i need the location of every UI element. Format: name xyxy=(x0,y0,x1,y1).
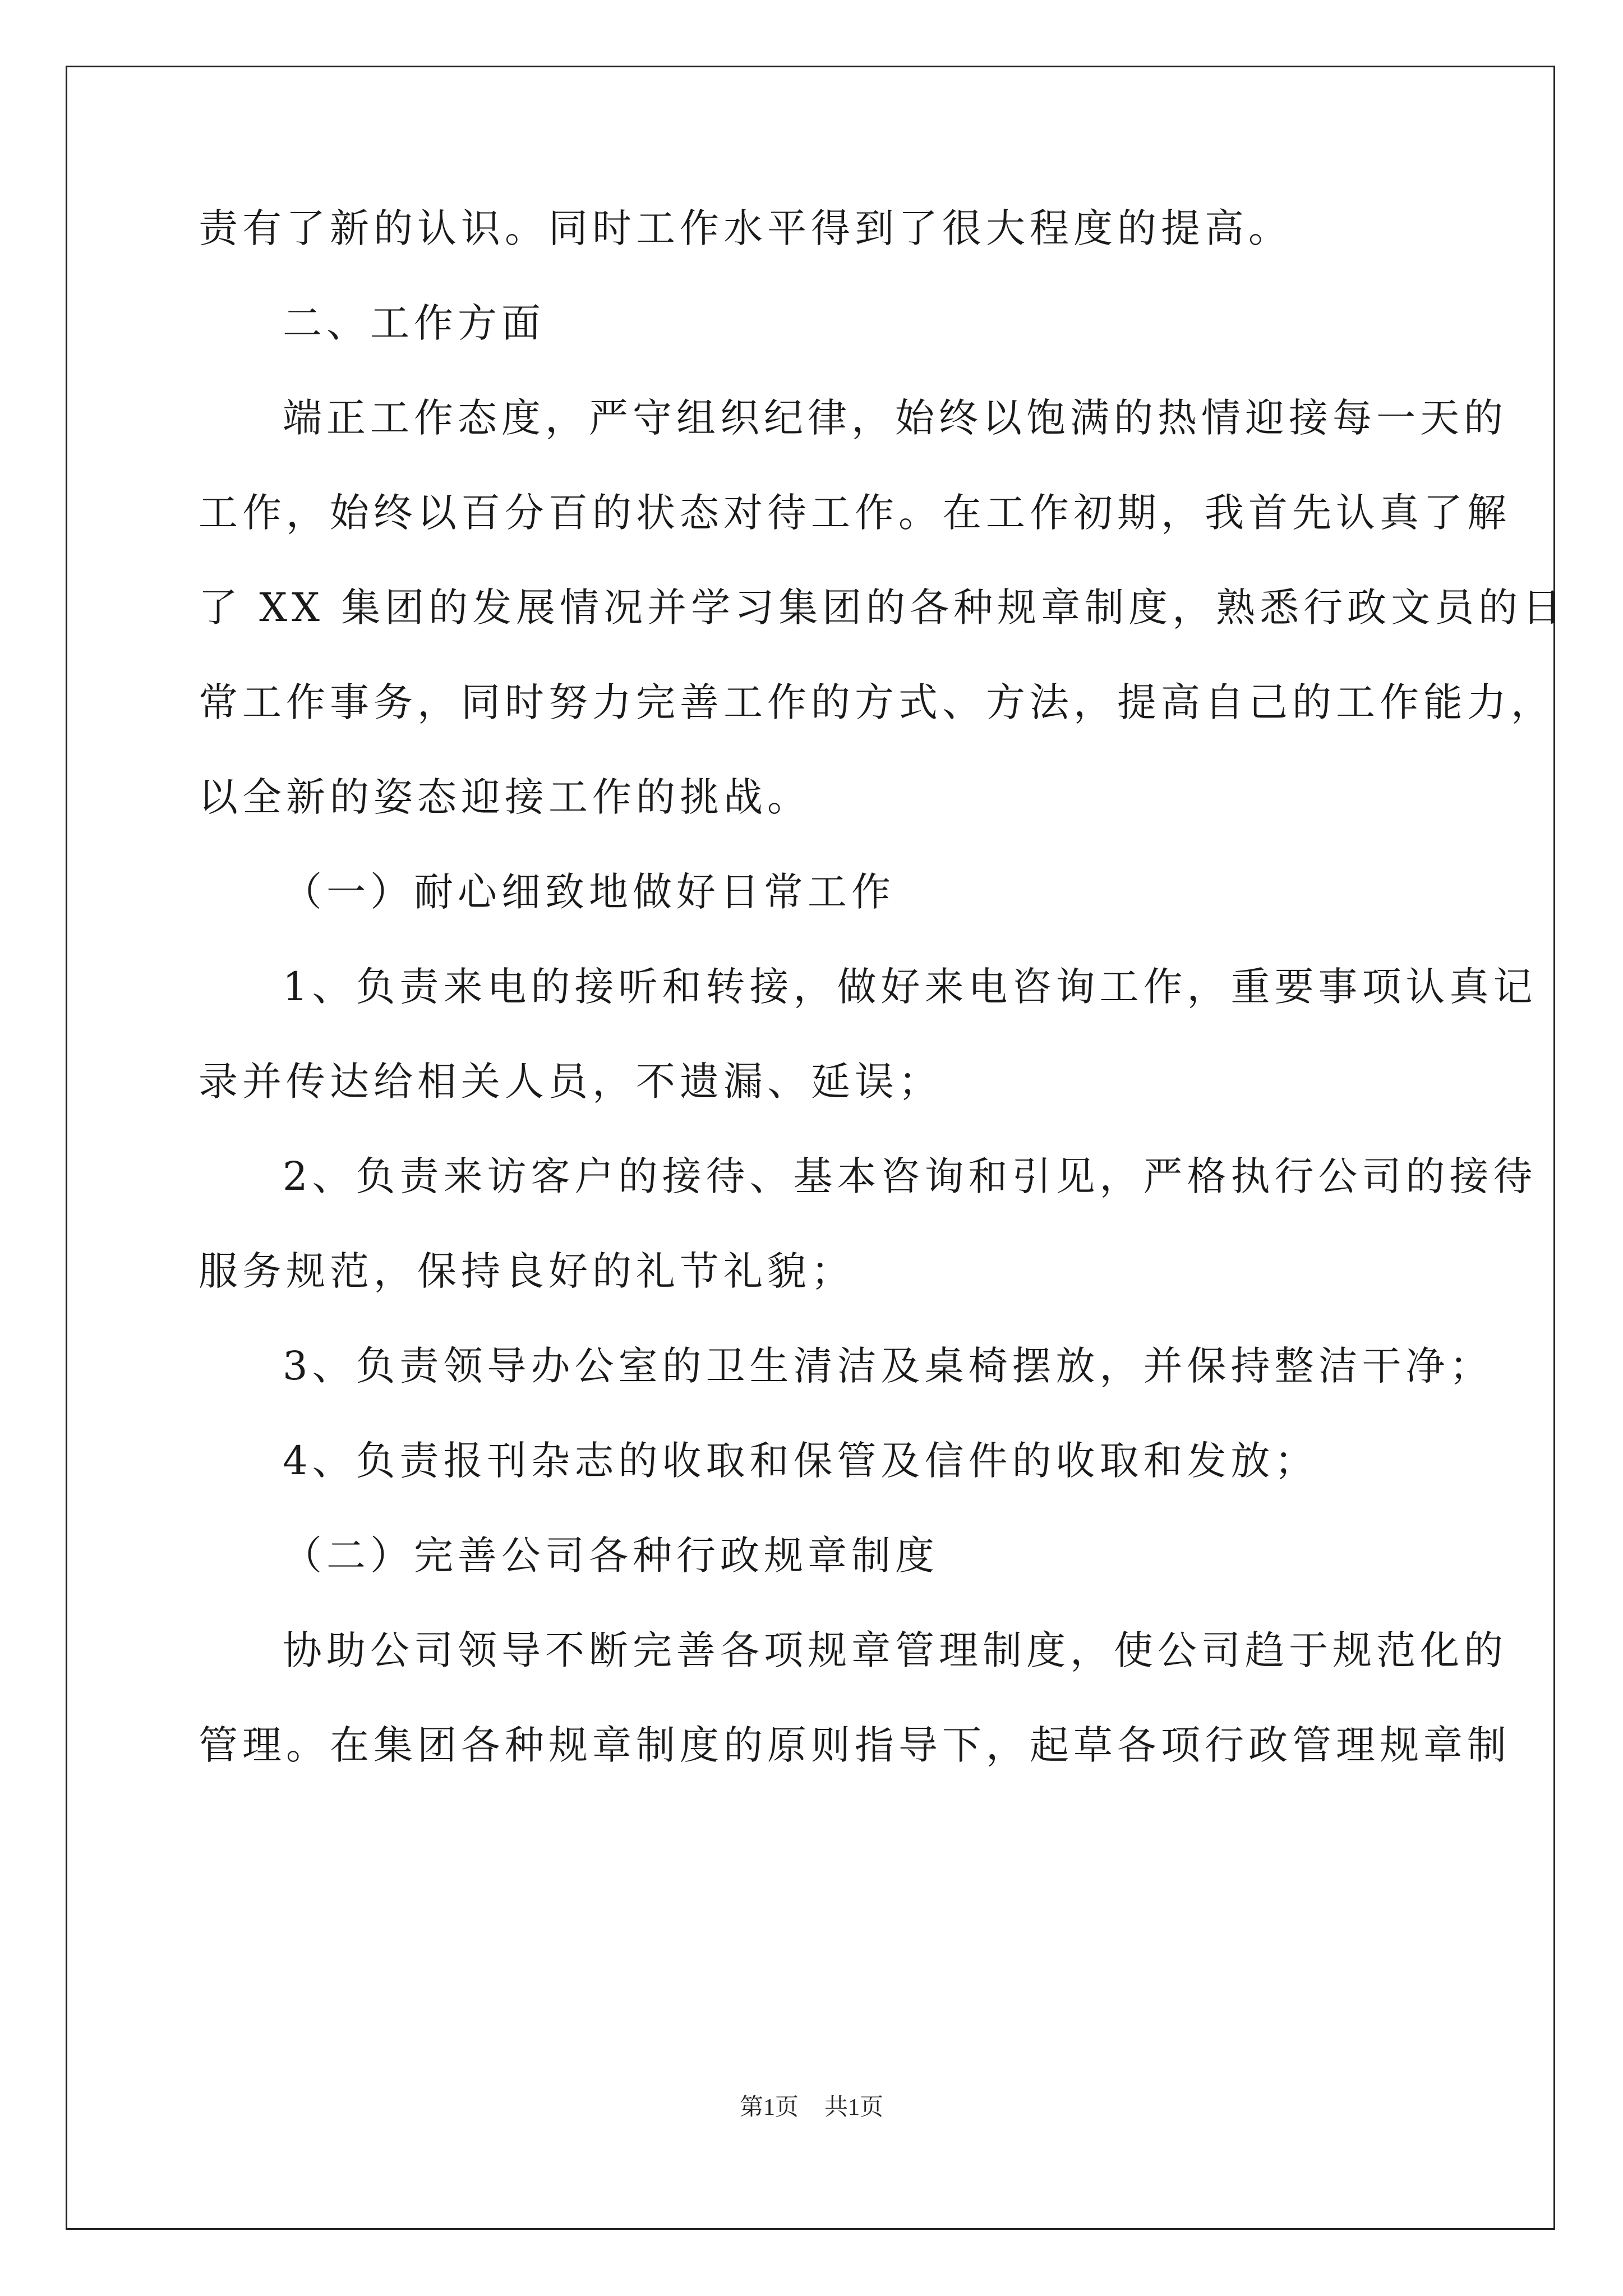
document-body xyxy=(199,205,1566,1768)
subsection-heading: （一）耐心细致地做好日常工作 xyxy=(283,869,895,915)
page-number: 第1页 xyxy=(739,2095,799,2120)
list-item: 1、负责来电的接听和转接，做好来电咨询工作，重要事项认真记 xyxy=(283,964,1537,1010)
list-item: 3、负责领导办公室的卫生清洁及桌椅摆放，并保持整洁干净； xyxy=(283,1343,1493,1389)
list-item: 2、负责来访客户的接待、基本咨询和引见，严格执行公司的接待 xyxy=(283,1153,1537,1199)
subsection-heading: （二）完善公司各种行政规章制度 xyxy=(283,1533,939,1579)
body-line: 责有了新的认识。同时工作水平得到了很大程度的提高。 xyxy=(199,205,1292,251)
body-line: 管理。在集团各种规章制度的原则指导下，起草各项行政管理规章制 xyxy=(199,1722,1511,1768)
body-line: 端正工作态度，严守组织纪律，始终以饱满的热情迎接每一天的 xyxy=(283,395,1507,441)
body-line: 录并传达给相关人员，不遗漏、延误； xyxy=(199,1059,942,1105)
section-heading: 二、工作方面 xyxy=(283,300,545,346)
page-total: 共1页 xyxy=(824,2095,884,2120)
list-item: 4、负责报刊杂志的收取和保管及信件的收取和发放； xyxy=(283,1438,1318,1484)
body-line: 了 XX 集团的发展情况并学习集团的各种规章制度，熟悉行政文员的日 xyxy=(199,585,1566,631)
page-footer xyxy=(0,2093,1623,2122)
body-line: 工作，始终以百分百的状态对待工作。在工作初期，我首先认真了解 xyxy=(199,490,1511,536)
body-line: 常工作事务，同时努力完善工作的方式、方法，提高自己的工作能力， xyxy=(199,679,1555,725)
body-line: 以全新的姿态迎接工作的挑战。 xyxy=(199,774,811,820)
body-line: 协助公司领导不断完善各项规章管理制度，使公司趋于规范化的 xyxy=(283,1627,1507,1673)
body-line: 服务规范，保持良好的礼节礼貌； xyxy=(199,1248,855,1294)
